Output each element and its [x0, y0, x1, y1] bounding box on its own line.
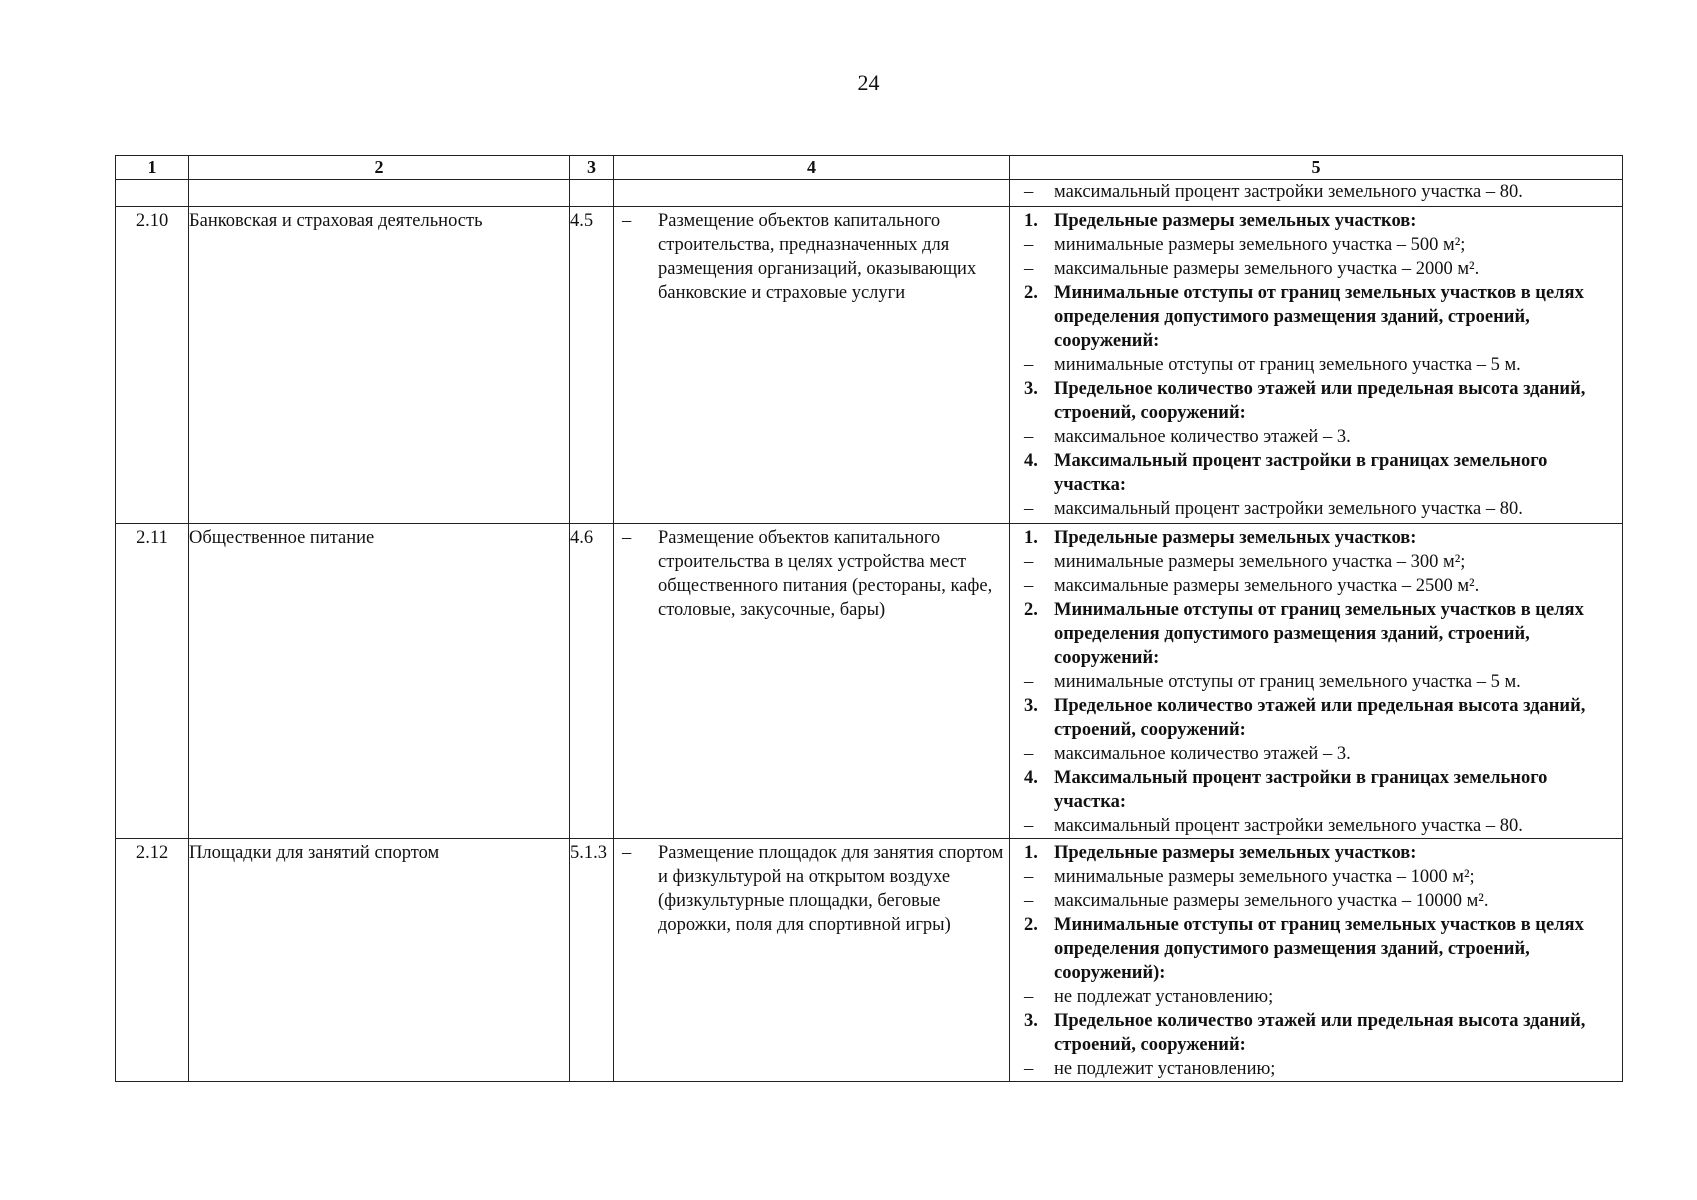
parameter-text: Минимальные отступы от границ земельных участков в целях определения допустимого размещения зданий, строений, сооружений: — [1054, 283, 1584, 351]
land-use-description — [614, 839, 1010, 1082]
classifier-code: 5.1.3 — [570, 839, 614, 1082]
parameter-text: Минимальные отступы от границ земельных участков в целях определения допустимого размещения зданий, строений, сооружений): — [1054, 915, 1584, 983]
parameter-item — [1010, 742, 1622, 766]
row-number: 2.11 — [116, 524, 189, 839]
dash-marker: – — [622, 843, 632, 863]
parameter-text: минимальные отступы от границ земельного участка – 5 м. — [1054, 355, 1521, 375]
classifier-code: 4.5 — [570, 207, 614, 524]
column-header-5: 5 — [1010, 156, 1623, 180]
list-marker: – — [1024, 235, 1034, 255]
parameter-item — [1010, 670, 1622, 694]
column-header-2: 2 — [189, 156, 570, 180]
list-marker: – — [1024, 891, 1034, 911]
description-text: Размещение площадок для занятия спортом и физкультурой на открытом воздухе (физкультурные площадки, беговые дорожки, поля для спортивной игры) — [658, 843, 1004, 935]
list-marker: 2. — [1024, 915, 1038, 935]
row-number — [116, 180, 189, 207]
parameter-text: максимальный процент застройки земельного участка – 80. — [1054, 499, 1523, 519]
list-marker: – — [1024, 744, 1034, 764]
parameter-item — [1010, 550, 1622, 574]
description-text: Размещение объектов капитального строительства в целях устройства мест общественного питания (рестораны, кафе, столовые, закусочные, бары) — [658, 528, 993, 620]
header-row — [116, 156, 1623, 180]
parameter-text: минимальные отступы от границ земельного участка – 5 м. — [1054, 672, 1521, 692]
parameter-text: максимальный процент застройки земельного участка – 80. — [1054, 182, 1523, 202]
land-use-name: Общественное питание — [189, 524, 570, 839]
row-number: 2.10 — [116, 207, 189, 524]
parameter-item — [1010, 353, 1622, 377]
list-marker: 3. — [1024, 1011, 1038, 1031]
parameter-text: Предельное количество этажей или предельная высота зданий, строений, сооружений: — [1054, 1011, 1586, 1055]
parameter-heading — [1010, 694, 1622, 742]
page-number: 24 — [857, 70, 880, 95]
parameter-item — [1010, 574, 1622, 598]
parameter-item — [1010, 257, 1622, 281]
parameter-text: максимальные размеры земельного участка – 10000 м². — [1054, 891, 1489, 911]
parameter-heading — [1010, 913, 1622, 985]
table-row — [116, 180, 1623, 207]
parameter-text: Предельное количество этажей или предельная высота зданий, строений, сооружений: — [1054, 696, 1586, 740]
column-header-4: 4 — [614, 156, 1010, 180]
classifier-code: 4.6 — [570, 524, 614, 839]
list-marker: – — [1024, 576, 1034, 596]
list-marker: – — [1024, 182, 1034, 202]
parameter-heading — [1010, 766, 1622, 814]
parameter-heading — [1010, 1009, 1622, 1057]
table-row — [116, 839, 1623, 1082]
parameter-item — [1010, 180, 1622, 204]
list-marker: – — [1024, 867, 1034, 887]
parameter-text: максимальное количество этажей – 3. — [1054, 744, 1351, 764]
parameter-item — [1010, 814, 1622, 838]
list-marker: 4. — [1024, 768, 1038, 788]
parameter-text: минимальные размеры земельного участка – 500 м²; — [1054, 235, 1466, 255]
list-marker: – — [1024, 355, 1034, 375]
list-marker: 3. — [1024, 696, 1038, 716]
list-marker: – — [1024, 672, 1034, 692]
list-marker: 2. — [1024, 600, 1038, 620]
dash-marker: – — [622, 528, 632, 548]
land-use-description — [614, 207, 1010, 524]
parameter-text: максимальные размеры земельного участка – 2000 м². — [1054, 259, 1480, 279]
land-use-name: Площадки для занятий спортом — [189, 839, 570, 1082]
parameter-heading — [1010, 841, 1622, 865]
parameter-text: Предельные размеры земельных участков: — [1054, 843, 1417, 863]
parameter-text: Предельные размеры земельных участков: — [1054, 211, 1417, 231]
parameter-text: минимальные размеры земельного участка – 300 м²; — [1054, 552, 1466, 572]
list-marker: – — [1024, 987, 1034, 1007]
parameter-text: не подлежат установлению; — [1054, 987, 1274, 1007]
parameter-heading — [1010, 598, 1622, 670]
parameters-cell — [1010, 180, 1623, 207]
parameter-text: минимальные размеры земельного участка – 1000 м²; — [1054, 867, 1475, 887]
land-use-name: Банковская и страховая деятельность — [189, 207, 570, 524]
parameters-cell — [1010, 839, 1623, 1082]
regulations-table — [115, 155, 1623, 1082]
parameter-heading — [1010, 526, 1622, 550]
parameter-heading — [1010, 449, 1622, 497]
parameter-text: не подлежит установлению; — [1054, 1059, 1276, 1079]
list-marker: – — [1024, 427, 1034, 447]
table-row — [116, 524, 1623, 839]
parameter-heading — [1010, 377, 1622, 425]
list-marker: 1. — [1024, 211, 1038, 231]
parameter-text: Минимальные отступы от границ земельных участков в целях определения допустимого размещения зданий, строений, сооружений: — [1054, 600, 1584, 668]
parameter-item — [1010, 889, 1622, 913]
parameter-item — [1010, 425, 1622, 449]
list-marker: 1. — [1024, 528, 1038, 548]
land-use-name — [189, 180, 570, 207]
list-marker: 1. — [1024, 843, 1038, 863]
land-use-description — [614, 524, 1010, 839]
parameter-heading — [1010, 281, 1622, 353]
column-header-3: 3 — [570, 156, 614, 180]
list-marker: – — [1024, 1059, 1034, 1079]
list-marker: 4. — [1024, 451, 1038, 471]
parameter-text: Максимальный процент застройки в границах земельного участка: — [1054, 451, 1548, 495]
parameter-item — [1010, 985, 1622, 1009]
parameters-cell — [1010, 207, 1623, 524]
parameter-heading — [1010, 209, 1622, 233]
row-number: 2.12 — [116, 839, 189, 1082]
parameter-text: максимальные размеры земельного участка – 2500 м². — [1054, 576, 1480, 596]
list-marker: – — [1024, 816, 1034, 836]
list-marker: – — [1024, 499, 1034, 519]
parameter-item — [1010, 1057, 1622, 1081]
parameter-text: Предельное количество этажей или предельная высота зданий, строений, сооружений: — [1054, 379, 1586, 423]
parameter-item — [1010, 865, 1622, 889]
parameter-text: максимальное количество этажей – 3. — [1054, 427, 1351, 447]
parameter-text: Предельные размеры земельных участков: — [1054, 528, 1417, 548]
parameter-item — [1010, 233, 1622, 257]
list-marker: – — [1024, 552, 1034, 572]
classifier-code — [570, 180, 614, 207]
list-marker: – — [1024, 259, 1034, 279]
list-marker: 2. — [1024, 283, 1038, 303]
table-row — [116, 207, 1623, 524]
parameter-item — [1010, 497, 1622, 521]
description-text: Размещение объектов капитального строительства, предназначенных для размещения организаций, оказывающих банковские и страховые услуги — [658, 211, 977, 303]
dash-marker: – — [622, 211, 632, 231]
parameter-text: Максимальный процент застройки в границах земельного участка: — [1054, 768, 1548, 812]
column-header-1: 1 — [116, 156, 189, 180]
parameter-text: максимальный процент застройки земельного участка – 80. — [1054, 816, 1523, 836]
parameters-cell — [1010, 524, 1623, 839]
land-use-description — [614, 180, 1010, 207]
list-marker: 3. — [1024, 379, 1038, 399]
